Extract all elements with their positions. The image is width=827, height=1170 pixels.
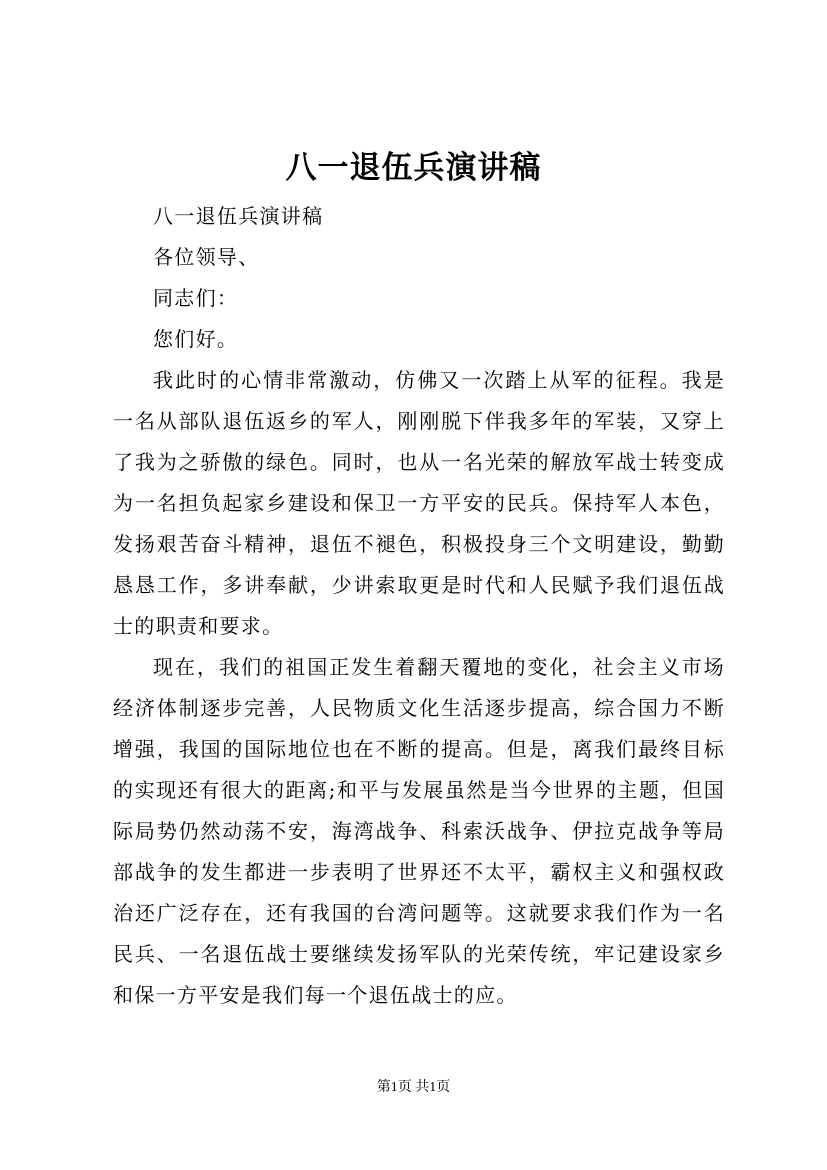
body-paragraph-1: 我此时的心情非常激动，仿佛又一次踏上从军的征程。我是一名从部队退伍返乡的军人，刚刚脱下伴我多年的军装，又穿上了我为之骄傲的绿色。同时，也从一名光荣的解放军战士转变成为一名担负起家乡建设和保卫一方平安的民兵。保持军人本色，发扬艰苦奋斗精神，退伍不褪色，积极投身三个文明建设，勤勤恳恳工作，多讲奉献，少讲索取更是时代和人民赋予我们退伍战士的职责和要求。 <box>113 368 725 638</box>
body-paragraph-salutation-comrades: 同志们： <box>153 286 239 310</box>
body-paragraph-2: 现在，我们的祖国正发生着翻天覆地的变化，社会主义市场经济体制逐步完善，人民物质文化生活逐步提高，综合国力不断增强，我国的国际地位也在不断的提高。但是，离我们最终目标的实现还有很大的距离;和平与发展虽然是当今世界的主题，但国际局势仍然动荡不安，海湾战争、科索沃战争、伊拉克战争等局部战争的发生都进一步表明了世界还不太平，霸权主义和强权政治还广泛存在，还有我国的台湾问题等。这就要求我们作为一名民兵、一名退伍战士要继续发扬军队的光荣传统，牢记建设家乡和保一方平安是我们每一个退伍战士的应。 <box>113 655 725 1007</box>
body-paragraph-salutation-leaders: 各位领导、 <box>153 245 260 269</box>
body-paragraph-greeting: 您们好。 <box>153 327 239 351</box>
document-body <box>113 196 725 1016</box>
body-paragraph-heading: 八一退伍兵演讲稿 <box>153 204 324 228</box>
document-title: 八一退伍兵演讲稿 <box>285 150 542 186</box>
page-footer: 第1页 共1页 <box>376 1080 451 1095</box>
